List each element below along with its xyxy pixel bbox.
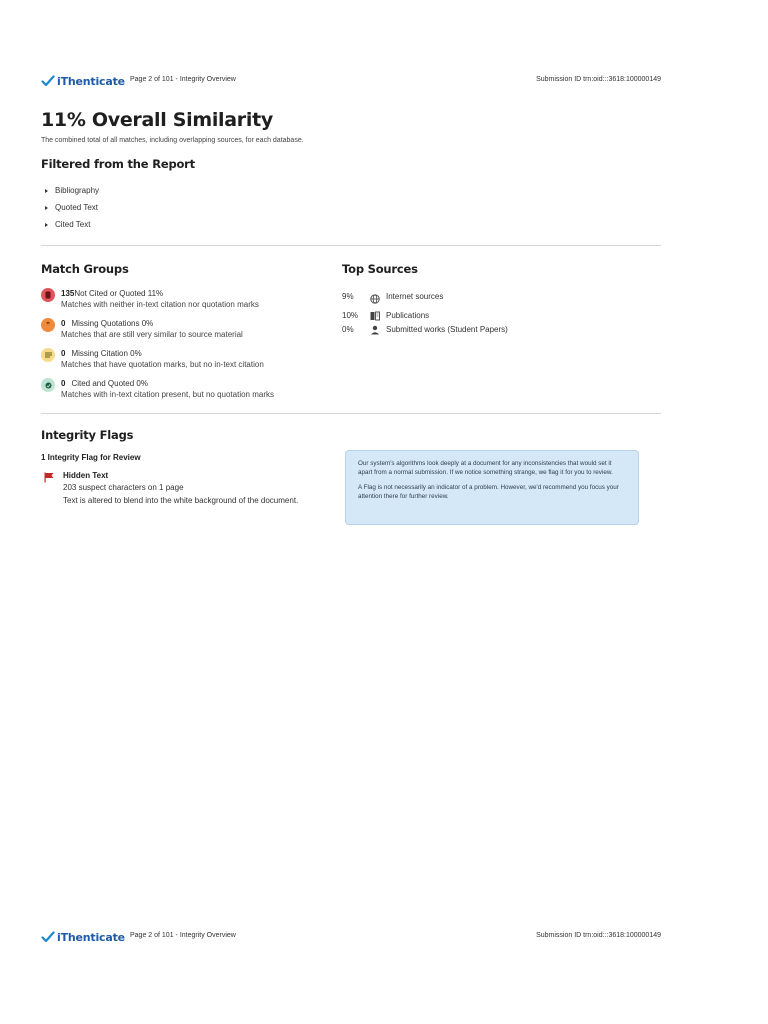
info-paragraph: Our system's algorithms look deeply at a document for any inconsistencies that would set it apart from a normal submission. If we notice something strange, we flag it for you to review. [358, 460, 613, 476]
source-label: Internet sources [386, 292, 444, 301]
globe-icon [370, 294, 380, 304]
integrity-flags-title: Integrity Flags [41, 428, 134, 442]
match-label: Missing Citation 0% [71, 349, 142, 358]
source-label: Submitted works (Student Papers) [386, 325, 508, 334]
book-icon [370, 311, 380, 321]
top-sources-title: Top Sources [342, 262, 418, 276]
missing-citation-icon [41, 348, 55, 362]
quote-icon: ” [41, 318, 55, 332]
flag-icon [44, 472, 54, 483]
flag-description: Text is altered to blend into the white background of the document. [63, 496, 299, 505]
flag-name[interactable]: Hidden Text [63, 471, 109, 480]
match-count: 0 [61, 349, 66, 358]
not-cited-icon [41, 288, 55, 302]
bullet-icon [45, 223, 48, 227]
match-label: Missing Quotations 0% [71, 319, 154, 328]
flag-suspect-chars: 203 suspect characters on 1 page [63, 483, 184, 492]
page-label: Page 2 of 101 - Integrity Overview [130, 932, 236, 939]
page-title: 11% Overall Similarity [41, 109, 273, 131]
filter-item-quoted-text [45, 199, 99, 216]
match-group-missing-citation[interactable] [41, 347, 331, 377]
ithenticate-logo [41, 930, 125, 944]
ithenticate-logo [41, 74, 125, 88]
filter-item-label: Quoted Text [55, 203, 98, 212]
match-description: Matches that have quotation marks, but no in-text citation [61, 360, 264, 369]
source-label: Publications [386, 311, 430, 320]
filter-item-bibliography [45, 182, 99, 199]
section-divider [41, 245, 661, 246]
filter-item-label: Cited Text [55, 220, 91, 229]
match-description: Matches with in-text citation present, but no quotation marks [61, 390, 274, 399]
source-percent: 10% [342, 311, 359, 320]
source-internet[interactable] [342, 292, 642, 306]
section-divider [41, 413, 661, 414]
page-label: Page 2 of 101 - Integrity Overview [130, 76, 236, 83]
source-percent: 0% [342, 325, 354, 334]
flag-count-label: 1 Integrity Flag for Review [41, 453, 141, 462]
source-percent: 9% [342, 292, 354, 301]
match-group-cited-quoted[interactable] [41, 377, 331, 407]
logo-text: iThenticate [57, 74, 125, 88]
match-description: Matches that are still very similar to source material [61, 330, 243, 339]
page-subtitle: The combined total of all matches, including overlapping sources, for each database. [41, 137, 304, 144]
checkmark-icon [41, 74, 55, 88]
checkmark-icon [41, 930, 55, 944]
info-paragraph: A Flag is not necessarily an indicator of a problem. However, we'd recommend you focus your attention there for further review. [358, 484, 619, 500]
top-sources-list [342, 292, 642, 339]
cited-quoted-icon [41, 378, 55, 392]
match-label: Cited and Quoted 0% [71, 379, 148, 388]
bullet-icon [45, 206, 48, 210]
match-group-missing-quotations[interactable] [41, 317, 331, 347]
filter-list [45, 182, 99, 233]
filter-item-label: Bibliography [55, 186, 100, 195]
page-header [41, 74, 661, 90]
match-description: Matches with neither in-text citation nor quotation marks [61, 300, 259, 309]
match-count: 135 [61, 289, 75, 298]
submission-id: Submission ID trn:oid:::3618:100000149 [536, 76, 661, 83]
match-count: 0 [61, 319, 66, 328]
logo-text: iThenticate [57, 930, 125, 944]
source-submitted-works[interactable] [342, 325, 642, 339]
match-group-not-cited[interactable] [41, 287, 331, 317]
submission-id: Submission ID trn:oid:::3618:100000149 [536, 932, 661, 939]
filter-item-cited-text [45, 216, 99, 233]
source-publications[interactable] [342, 311, 642, 325]
match-count: 0 [61, 379, 66, 388]
bullet-icon [45, 189, 48, 193]
match-label: Not Cited or Quoted 11% [74, 289, 164, 298]
page-footer [41, 930, 661, 946]
flag-info-box [345, 450, 639, 525]
match-groups-list [41, 287, 331, 407]
person-icon [370, 325, 380, 335]
filtered-title: Filtered from the Report [41, 157, 195, 171]
match-groups-title: Match Groups [41, 262, 129, 276]
